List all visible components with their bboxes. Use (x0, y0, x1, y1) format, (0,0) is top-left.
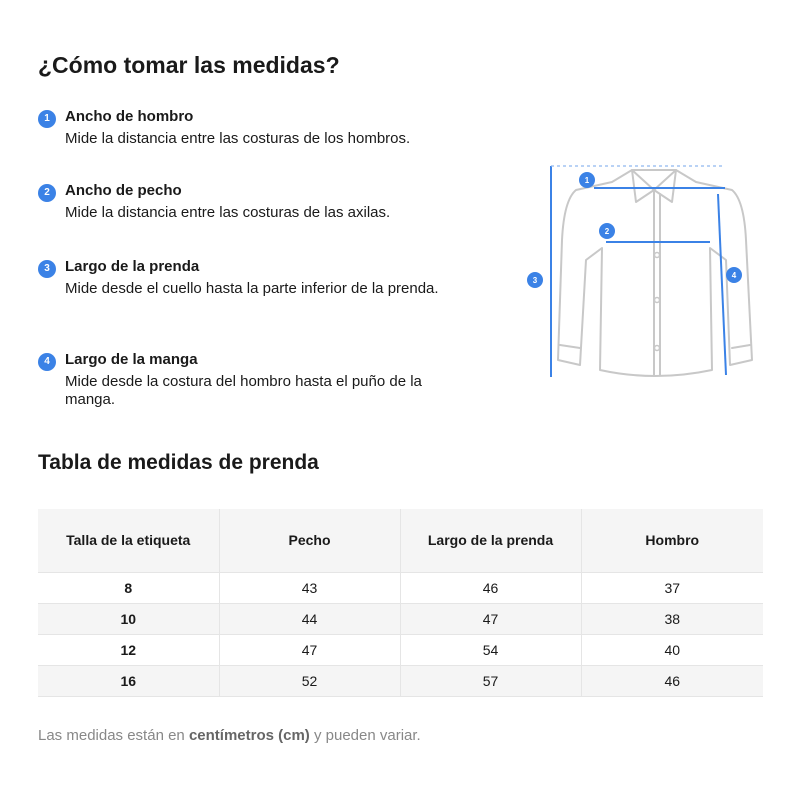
page-title: ¿Cómo tomar las medidas? (38, 52, 340, 78)
marker-3: 3 (532, 276, 538, 285)
step-description: Mide la distancia entre las costuras de las axilas. (65, 204, 391, 221)
table-row (38, 634, 763, 665)
chest-cell: 52 (219, 665, 400, 696)
marker-1: 1 (584, 176, 590, 185)
size-label-cell: 12 (38, 634, 219, 665)
step-number-badge: 1 (38, 110, 56, 128)
column-header-chest: Pecho (219, 509, 400, 572)
marker-2: 2 (604, 227, 610, 236)
length-cell: 46 (400, 572, 581, 603)
length-cell: 57 (400, 665, 581, 696)
footnote-units: centímetros (cm) (188, 727, 310, 744)
chest-cell: 44 (219, 603, 400, 634)
column-header-shoulder: Hombro (581, 509, 763, 572)
step-number-badge: 3 (38, 260, 56, 278)
footnote-prefix: Las medidas están en (38, 727, 189, 744)
chest-cell: 43 (219, 572, 400, 603)
step-number-badge: 4 (38, 353, 56, 371)
shirt-buttons (655, 253, 660, 351)
step-title: Ancho de pecho (65, 182, 182, 199)
size-label-cell: 16 (38, 665, 219, 696)
shoulder-cell: 46 (664, 672, 681, 689)
length-cell: 47 (400, 603, 581, 634)
table-row (38, 572, 763, 603)
shoulder-cell: 40 (664, 641, 681, 658)
size-table (38, 509, 763, 697)
size-label-cell: 8 (38, 572, 219, 603)
size-table-title: Tabla de medidas de prenda (38, 451, 319, 474)
step-description: Mide desde la costura del hombro hasta el puño de la manga. (65, 373, 422, 408)
column-header-size-label: Talla de la etiqueta (38, 509, 219, 572)
step-title: Largo de la manga (65, 351, 198, 368)
shoulder-cell: 38 (664, 610, 681, 627)
column-header-length: Largo de la prenda (400, 509, 581, 572)
shirt-diagram (520, 160, 760, 385)
shirt-outline-icon (558, 170, 752, 376)
measurement-lines (551, 166, 726, 377)
step-description: Mide desde el cuello hasta la parte inferior de la prenda. (65, 280, 439, 297)
table-row (38, 665, 763, 696)
marker-4: 4 (731, 271, 737, 280)
size-label-cell: 10 (38, 603, 219, 634)
step-description: Mide la distancia entre las costuras de los hombros. (65, 130, 411, 147)
footnote-suffix: y pueden variar. (309, 727, 421, 744)
shoulder-cell: 37 (664, 579, 681, 596)
length-cell: 54 (400, 634, 581, 665)
table-row (38, 603, 763, 634)
step-number-badge: 2 (38, 184, 56, 202)
units-footnote (38, 727, 421, 744)
step-title: Largo de la prenda (65, 258, 200, 275)
chest-cell: 47 (219, 634, 400, 665)
step-title: Ancho de hombro (65, 108, 194, 125)
table-header-row (38, 509, 763, 572)
